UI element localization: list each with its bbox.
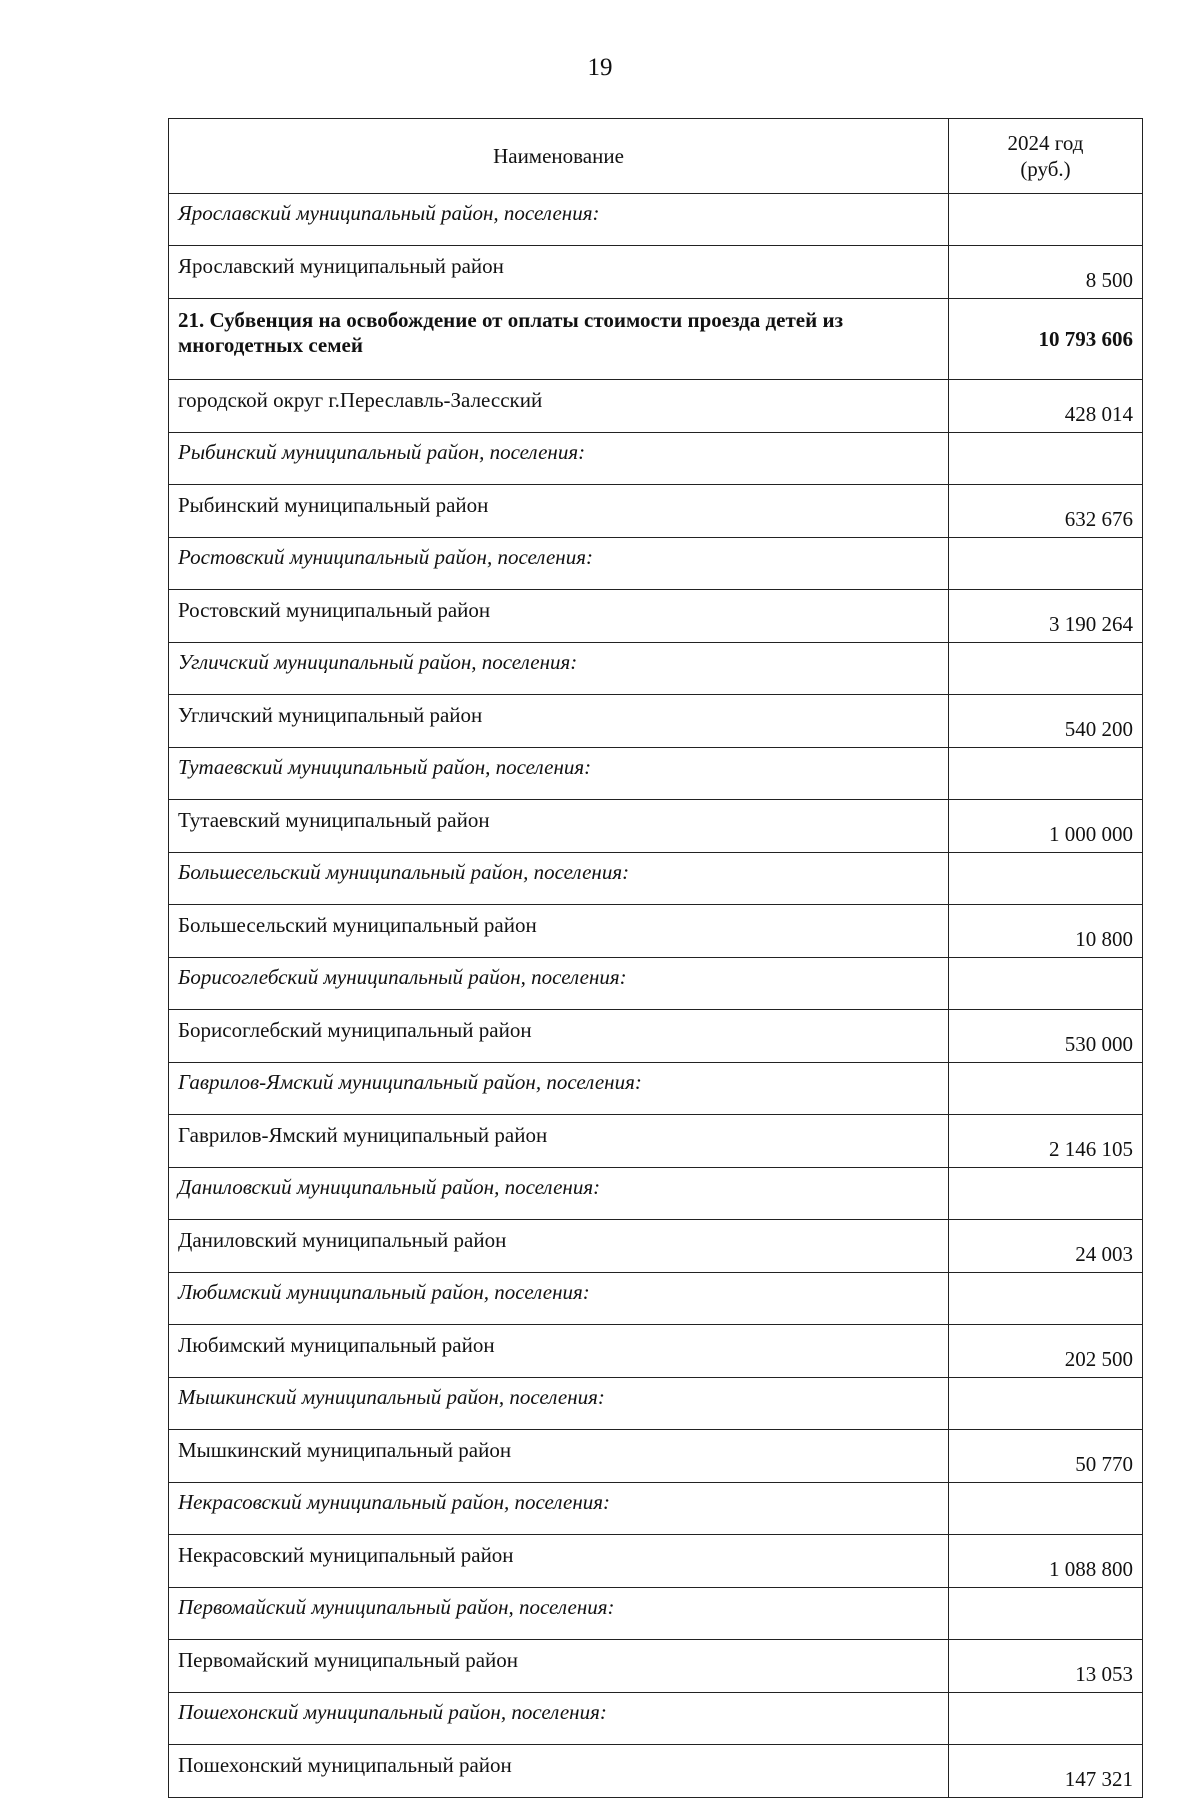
row-name-cell: 21. Субвенция на освобождение от оплаты стоимости проезда детей из многодетных семей	[169, 299, 949, 380]
section-header-row	[169, 1483, 1143, 1535]
table-row	[169, 590, 1143, 643]
row-name-cell: Тутаевский муниципальный район, поселения:	[169, 748, 949, 800]
row-amount-cell: 10 793 606	[949, 299, 1143, 380]
row-amount-cell: 1 088 800	[949, 1535, 1143, 1588]
row-name-cell: Даниловский муниципальный район, поселения:	[169, 1168, 949, 1220]
section-header-row	[169, 1168, 1143, 1220]
row-amount-cell	[949, 1588, 1143, 1640]
row-amount-cell: 632 676	[949, 485, 1143, 538]
row-amount-cell	[949, 1483, 1143, 1535]
row-name-cell: Пошехонский муниципальный район	[169, 1745, 949, 1798]
table-row	[169, 1430, 1143, 1483]
row-amount-cell: 10 800	[949, 905, 1143, 958]
row-name-cell: Гаврилов-Ямский муниципальный район	[169, 1115, 949, 1168]
section-header-row	[169, 538, 1143, 590]
header-year-cell	[949, 119, 1143, 194]
row-name-cell: Некрасовский муниципальный район	[169, 1535, 949, 1588]
row-name-cell: Борисоглебский муниципальный район	[169, 1010, 949, 1063]
row-amount-cell: 13 053	[949, 1640, 1143, 1693]
header-unit-label: (руб.)	[1020, 157, 1071, 181]
section-header-row	[169, 853, 1143, 905]
table-row	[169, 695, 1143, 748]
row-amount-cell: 3 190 264	[949, 590, 1143, 643]
table-row	[169, 1535, 1143, 1588]
row-amount-cell: 202 500	[949, 1325, 1143, 1378]
row-amount-cell	[949, 853, 1143, 905]
table-row	[169, 1745, 1143, 1798]
table-row	[169, 1640, 1143, 1693]
section-header-row	[169, 1063, 1143, 1115]
row-amount-cell	[949, 1168, 1143, 1220]
section-header-row	[169, 1693, 1143, 1745]
row-name-cell: Мышкинский муниципальный район, поселения:	[169, 1378, 949, 1430]
section-header-row	[169, 194, 1143, 246]
row-amount-cell	[949, 958, 1143, 1010]
row-amount-cell	[949, 1693, 1143, 1745]
row-amount-cell: 147 321	[949, 1745, 1143, 1798]
row-name-cell: Ярославский муниципальный район, поселения:	[169, 194, 949, 246]
row-amount-cell: 24 003	[949, 1220, 1143, 1273]
row-amount-cell	[949, 643, 1143, 695]
row-amount-cell	[949, 538, 1143, 590]
section-header-row	[169, 643, 1143, 695]
row-name-cell: Угличский муниципальный район, поселения:	[169, 643, 949, 695]
header-name-cell: Наименование	[169, 119, 949, 194]
row-amount-cell: 8 500	[949, 246, 1143, 299]
row-name-cell: Мышкинский муниципальный район	[169, 1430, 949, 1483]
table-row	[169, 246, 1143, 299]
budget-table	[168, 118, 1143, 1798]
row-name-cell: Рыбинский муниципальный район	[169, 485, 949, 538]
row-name-cell: Любимский муниципальный район, поселения:	[169, 1273, 949, 1325]
row-amount-cell	[949, 1378, 1143, 1430]
row-name-cell: Борисоглебский муниципальный район, поселения:	[169, 958, 949, 1010]
row-name-cell: Угличский муниципальный район	[169, 695, 949, 748]
row-name-cell: Ростовский муниципальный район	[169, 590, 949, 643]
table-row	[169, 1325, 1143, 1378]
row-name-cell: Любимский муниципальный район	[169, 1325, 949, 1378]
header-year-label: 2024 год	[1007, 131, 1084, 155]
row-amount-cell: 540 200	[949, 695, 1143, 748]
row-amount-cell: 50 770	[949, 1430, 1143, 1483]
row-name-cell: Большесельский муниципальный район	[169, 905, 949, 958]
row-amount-cell	[949, 1063, 1143, 1115]
section-header-row	[169, 433, 1143, 485]
section-header-row	[169, 1273, 1143, 1325]
section-header-row	[169, 1378, 1143, 1430]
row-amount-cell	[949, 1273, 1143, 1325]
row-name-cell: Ярославский муниципальный район	[169, 246, 949, 299]
table-body	[169, 194, 1143, 1798]
row-name-cell: Гаврилов-Ямский муниципальный район, поселения:	[169, 1063, 949, 1115]
table-row	[169, 380, 1143, 433]
section-header-row	[169, 1588, 1143, 1640]
section-header-row	[169, 748, 1143, 800]
row-amount-cell: 428 014	[949, 380, 1143, 433]
row-amount-cell	[949, 194, 1143, 246]
subvention-total-row	[169, 299, 1143, 380]
row-amount-cell: 1 000 000	[949, 800, 1143, 853]
table-header-row	[169, 119, 1143, 194]
table-row	[169, 905, 1143, 958]
row-name-cell: Первомайский муниципальный район	[169, 1640, 949, 1693]
table-row	[169, 1220, 1143, 1273]
row-amount-cell: 2 146 105	[949, 1115, 1143, 1168]
table-row	[169, 1010, 1143, 1063]
row-amount-cell: 530 000	[949, 1010, 1143, 1063]
section-header-row	[169, 958, 1143, 1010]
table-row	[169, 800, 1143, 853]
row-amount-cell	[949, 748, 1143, 800]
table-row	[169, 1115, 1143, 1168]
row-name-cell: Большесельский муниципальный район, поселения:	[169, 853, 949, 905]
row-name-cell: Первомайский муниципальный район, поселения:	[169, 1588, 949, 1640]
row-name-cell: Ростовский муниципальный район, поселения:	[169, 538, 949, 590]
row-name-cell: Пошехонский муниципальный район, поселения:	[169, 1693, 949, 1745]
table-row	[169, 485, 1143, 538]
page-number: 19	[587, 54, 613, 81]
row-amount-cell	[949, 433, 1143, 485]
row-name-cell: Некрасовский муниципальный район, поселения:	[169, 1483, 949, 1535]
row-name-cell: Тутаевский муниципальный район	[169, 800, 949, 853]
row-name-cell: Рыбинский муниципальный район, поселения:	[169, 433, 949, 485]
row-name-cell: городской округ г.Переславль-Залесский	[169, 380, 949, 433]
row-name-cell: Даниловский муниципальный район	[169, 1220, 949, 1273]
